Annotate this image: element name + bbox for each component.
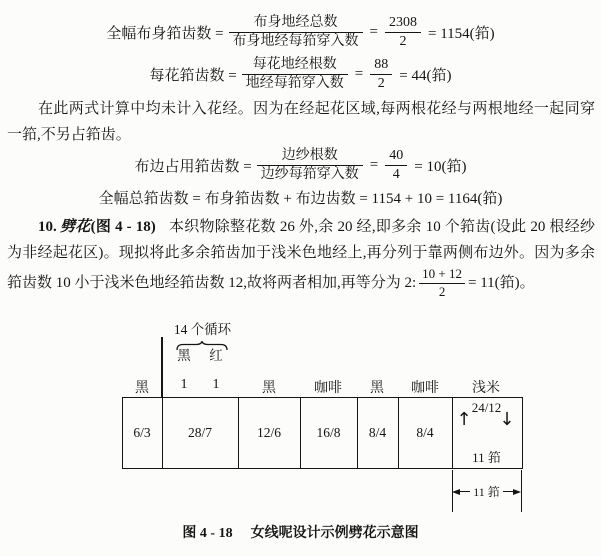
- table-cell-light-beige: [452, 398, 521, 468]
- column-header: 1: [180, 377, 188, 392]
- fraction-values: [385, 14, 421, 50]
- table-cell: 6/3: [133, 425, 151, 440]
- fraction-values: [385, 147, 407, 183]
- column-header: 黑: [262, 381, 276, 396]
- fraction-numerator: 每花地经根数: [252, 57, 337, 72]
- column-header: 黑: [370, 381, 384, 396]
- table-cell: 28/7: [162, 398, 238, 468]
- fraction-numerator: 88: [374, 57, 389, 72]
- fraction-denominator: 2: [385, 32, 421, 51]
- paragraph-result: = 11(筘)。: [468, 274, 535, 291]
- dimension-shaft: [503, 491, 513, 492]
- cycle-color-red: 红: [209, 348, 223, 363]
- fraction-denominator: 边纱每筘穿入数: [257, 165, 363, 184]
- formula-result: = 44(筘): [399, 67, 452, 84]
- column-header: 1: [212, 377, 220, 392]
- column-header: 咖啡: [411, 381, 439, 396]
- table-cell: 8/4: [398, 398, 452, 468]
- fraction-denominator: 2: [419, 283, 465, 301]
- table-cell: 8/4: [357, 398, 398, 468]
- down-arrow-icon: ↓: [499, 409, 515, 430]
- dimension-label: 11 筘: [473, 485, 500, 499]
- heading-title: 劈花: [59, 219, 91, 235]
- paragraph-pihua: [7, 214, 595, 301]
- formula-lhs: 布边占用筘齿数 =: [134, 158, 252, 175]
- fraction: [242, 56, 348, 92]
- cell-bottom-value: 11 筘: [472, 450, 501, 465]
- formula-result: = 10(筘): [414, 158, 467, 175]
- heading-figure-ref: (图 4 - 18): [90, 219, 156, 235]
- formula-per-pattern-reed-count: [0, 55, 601, 93]
- paragraph-body: 本织物除整花数 26 外,余 20 经,即多余 10 个筘齿(设此 20 根经纱为非经起花区)。现拟将此多余筘齿加于浅米色地经上,再分列于靠两侧布边外。因为多余筘齿数 10 小于浅米色地经筘齿数 12,故将两者相加,再等分为 2:: [7, 219, 595, 291]
- fraction-denominator: 地经每筘穿入数: [242, 74, 348, 93]
- figure-number: 图 4 - 18: [182, 526, 233, 541]
- dimension-shaft: [460, 491, 470, 492]
- fraction-denominator: 2: [370, 74, 392, 93]
- fraction-denominator: 4: [385, 165, 407, 184]
- up-arrow-icon: ↑: [456, 409, 472, 430]
- column-header: 浅米: [472, 381, 500, 396]
- inline-fraction: [419, 266, 465, 301]
- paragraph-reed-note: 在此两式计算中均未计入花经。因为在经起花区域,每两根花经与两根地经一起同穿一筘,不另占筘齿。: [7, 101, 595, 143]
- figure-title: 女线呢设计示例劈花示意图: [250, 526, 419, 541]
- cycle-count-label: 14 个循环: [173, 322, 232, 337]
- cell-top-value: 24/12: [471, 400, 502, 415]
- cycle-color-black: 黑: [177, 348, 191, 363]
- fraction: [229, 14, 363, 50]
- left-arrow-icon: [452, 489, 460, 495]
- fraction-numerator: 40: [389, 148, 404, 163]
- formula-total-reed-count: 全幅总筘齿数 = 布身筘齿数 + 布边齿数 = 1154 + 10 = 1164(筘): [98, 191, 503, 207]
- formula-full-body-reed-count: [0, 10, 601, 54]
- formula-lhs: 全幅布身筘齿数 =: [106, 25, 224, 42]
- table-cell: 16/8: [300, 398, 357, 468]
- fraction-numerator: 布身地经总数: [253, 15, 338, 30]
- formula-selvage-reed-count: [0, 146, 601, 184]
- dimension-annotation: [452, 485, 521, 498]
- fraction-denominator: 布身地经每筘穿入数: [229, 32, 363, 51]
- column-header: 咖啡: [314, 381, 342, 396]
- figure-caption: [0, 522, 601, 542]
- column-header: 黑: [135, 381, 149, 396]
- formula-result: = 1154(筘): [428, 25, 495, 42]
- fraction-numerator: 10 + 12: [422, 266, 463, 281]
- formula-lhs: 每花筘齿数 =: [149, 67, 237, 84]
- fraction-values: [370, 56, 392, 92]
- equals-sign: =: [369, 156, 379, 173]
- heading-number: 10.: [38, 219, 57, 235]
- reed-table: [122, 397, 523, 469]
- right-arrow-icon: [513, 489, 521, 495]
- equals-sign: =: [354, 65, 364, 82]
- fraction-numerator: 边纱根数: [281, 148, 338, 163]
- equals-sign: =: [369, 23, 379, 40]
- fraction: [257, 147, 363, 183]
- table-cell: 12/6: [238, 398, 300, 468]
- fraction-numerator: 2308: [389, 15, 418, 30]
